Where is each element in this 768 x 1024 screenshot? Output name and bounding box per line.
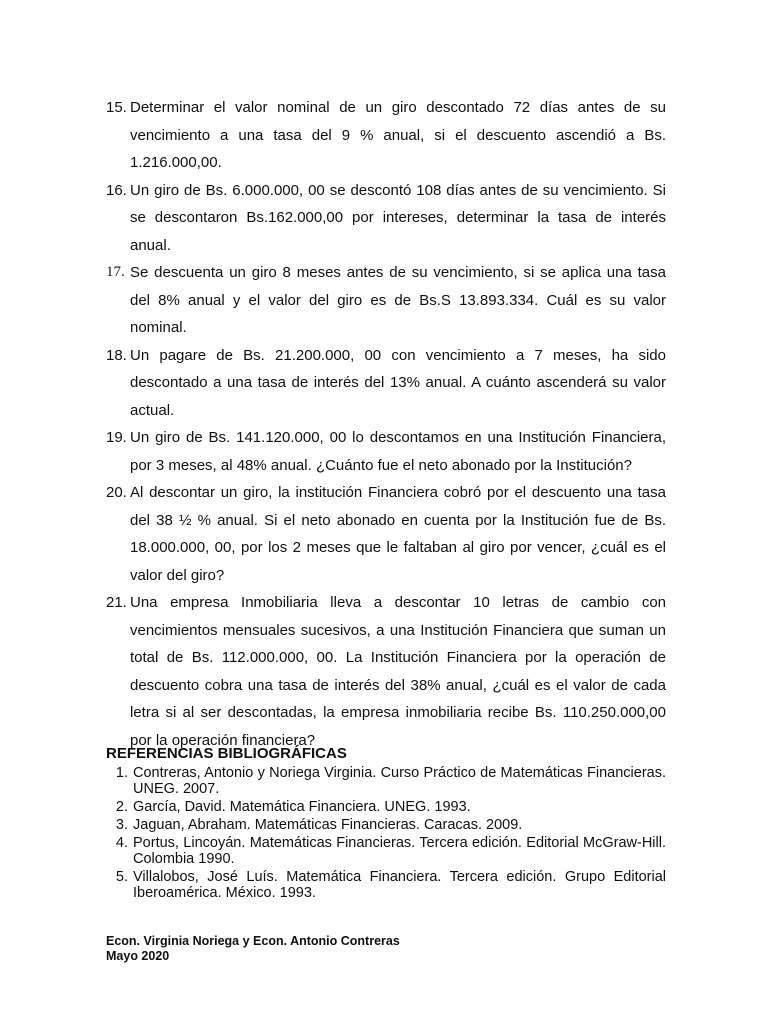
reference-item (106, 835, 666, 867)
reference-text: Jaguan, Abraham. Matemáticas Financieras. Caracas. 2009. (133, 817, 523, 833)
problem-item (106, 259, 666, 342)
reference-number: 1. (115, 765, 128, 781)
problem-number: 17. (106, 264, 125, 280)
reference-number: 4. (115, 835, 128, 851)
problem-text: Un pagare de Bs. 21.200.000, 00 con vencimiento a 7 meses, ha sido descontado a una tasa de interés del 13% anual. A cuánto ascenderá su valor actual. (130, 346, 666, 419)
problem-number: 20. (106, 484, 127, 501)
reference-number: 3. (115, 817, 128, 833)
footer-date: Mayo 2020 (106, 949, 170, 963)
problem-list (106, 94, 666, 754)
problem-text: Al descontar un giro, la institución Financiera cobró por el descuento una tasa del 38 ½ % anual. Si el neto abonado en cuenta por la Institución fue de Bs. 18.000.000, 00, por los 2 meses que le faltaban al giro por vencer, ¿cuál es el valor del giro? (130, 484, 666, 584)
reference-text: Villalobos, José Luís. Matemática Financiera. Tercera edición. Grupo Editorial Iberoamérica. México. 1993. (133, 869, 666, 901)
reference-text: García, David. Matemática Financiera. UNEG. 1993. (133, 799, 471, 815)
footer-authors: Econ. Virginia Noriega y Econ. Antonio Contreras (106, 934, 400, 948)
problem-item (106, 177, 666, 260)
problem-item (106, 589, 666, 754)
problem-text: Determinar el valor nominal de un giro descontado 72 días antes de su vencimiento a una tasa del 9 % anual, si el descuento ascendió a Bs. 1.216.000,00. (130, 99, 666, 171)
problem-number: 19. (106, 429, 127, 446)
problem-text: Una empresa Inmobiliaria lleva a descontar 10 letras de cambio con vencimientos mensuales sucesivos, a una Institución Financiera que suman un total de Bs. 112.000.000, 00. La Institución Financiera por la operación de descuento cobra una tasa de interés del 38% anual, ¿cuál es el valor de cada letra si al ser descontadas, la empresa inmobiliaria recibe Bs. 110.250.000,00 por la operación financiera? (130, 594, 666, 749)
problem-text: Un giro de Bs. 141.120.000, 00 lo descontamos en una Institución Financiera, por 3 meses, al 48% anual. ¿Cuánto fue el neto abonado por la Institución? (130, 429, 666, 474)
problem-item (106, 424, 666, 479)
reference-text: Portus, Lincoyán. Matemáticas Financieras. Tercera edición. Editorial McGraw-Hill. Colombia 1990. (133, 835, 666, 867)
references-heading: REFERENCIAS BIBLIOGRÁFICAS (106, 745, 347, 762)
reference-item (106, 817, 666, 833)
reference-item (106, 799, 666, 815)
problem-item (106, 342, 666, 425)
problem-text: Un giro de Bs. 6.000.000, 00 se descontó 108 días antes de su vencimiento. Si se descontaron Bs.162.000,00 por intereses, determinar la tasa de interés anual. (130, 181, 666, 254)
problem-number: 18. (106, 346, 127, 364)
problem-number: 16. (106, 181, 127, 199)
problem-item (106, 479, 666, 589)
footer (106, 934, 400, 964)
reference-text: Contreras, Antonio y Noriega Virginia. Curso Práctico de Matemáticas Financieras. UNEG. 2007. (133, 765, 666, 797)
reference-number: 2. (115, 799, 128, 815)
references-section (106, 745, 666, 901)
problem-number: 21. (106, 594, 127, 611)
problem-text: Se descuenta un giro 8 meses antes de su vencimiento, si se aplica una tasa del 8% anual y el valor del giro es de Bs.S 13.893.334. Cuál es su valor nominal. (130, 264, 666, 336)
problem-item (106, 94, 666, 177)
reference-number: 5. (115, 869, 128, 885)
reference-item (106, 765, 666, 797)
reference-item (106, 869, 666, 901)
problem-number: 15. (106, 99, 127, 116)
